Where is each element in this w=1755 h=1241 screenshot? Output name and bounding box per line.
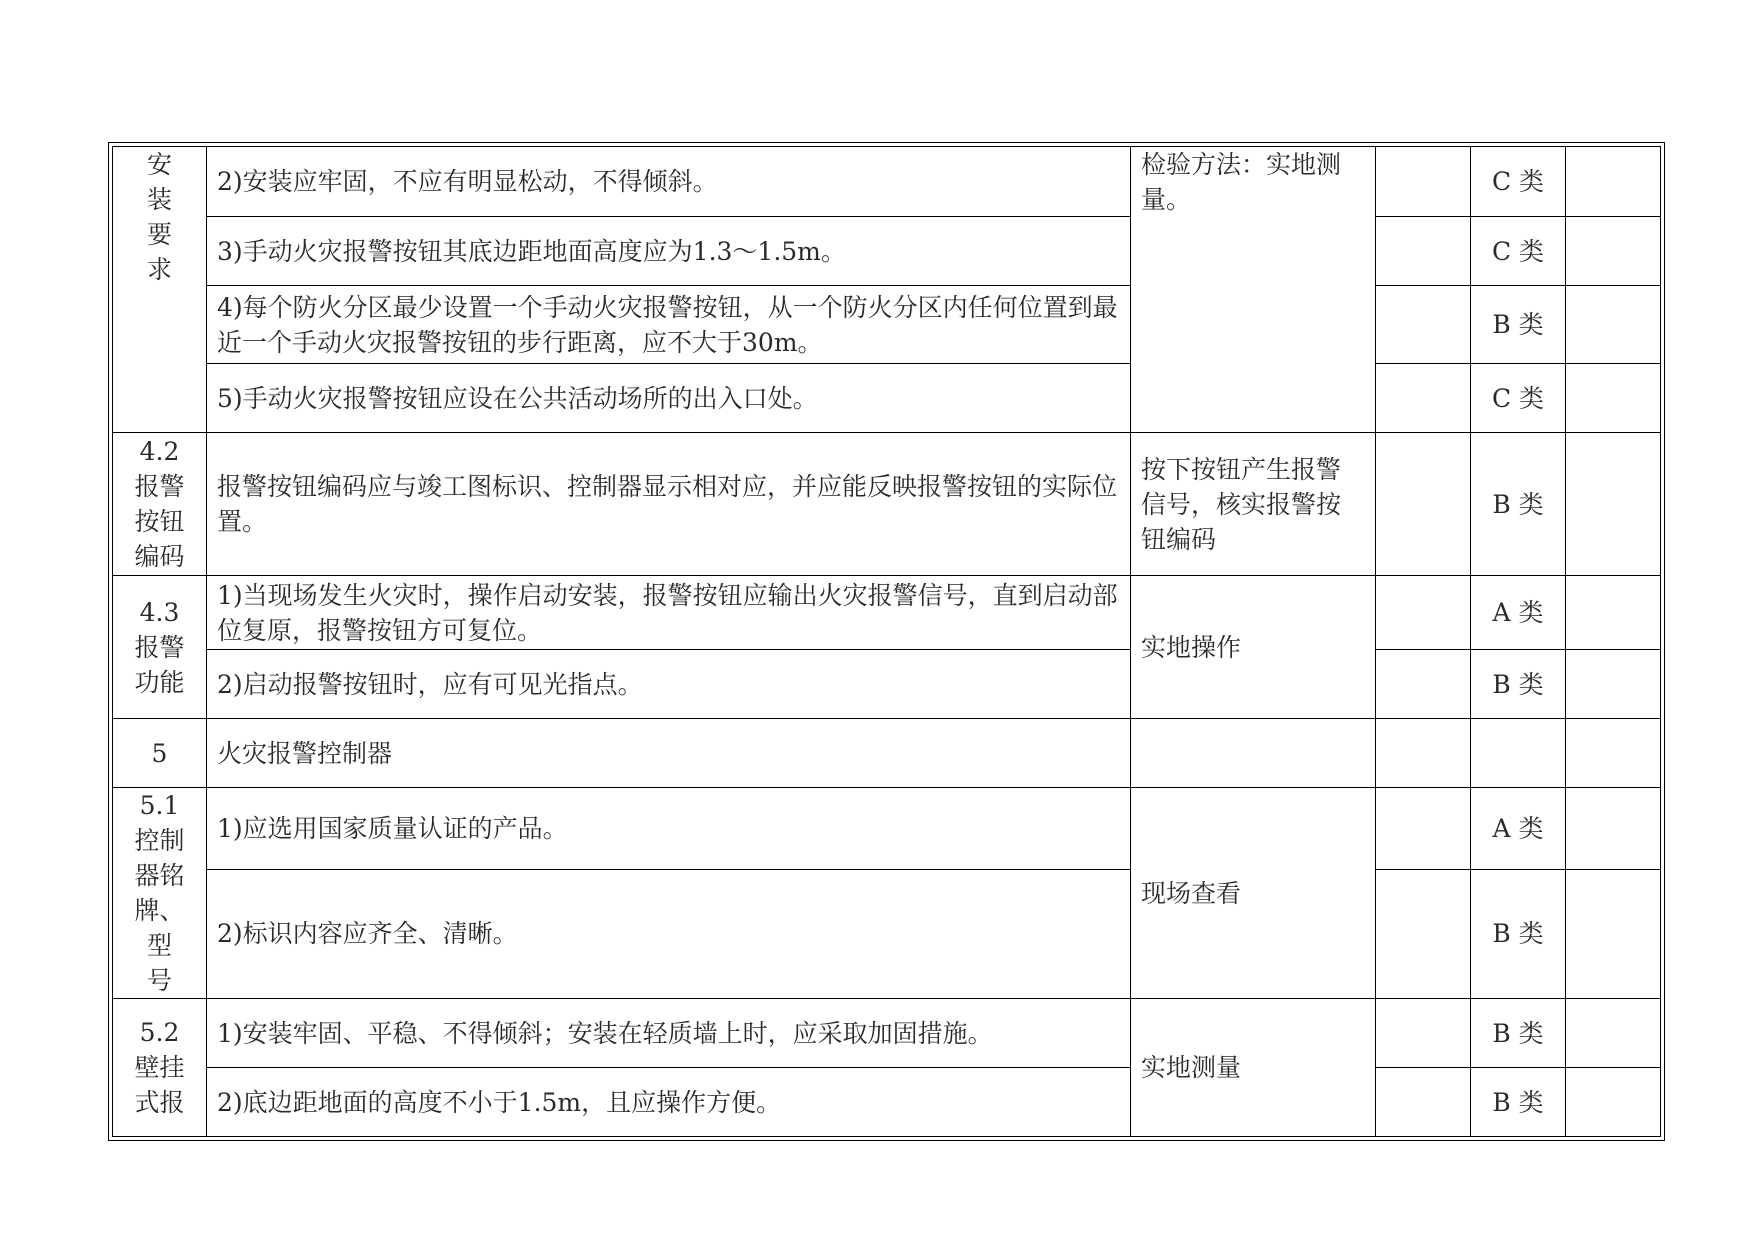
class-cell: B 类	[1471, 999, 1566, 1068]
blank-cell	[1376, 788, 1471, 870]
content-cell: 1)应选用国家质量认证的产品。	[207, 788, 1131, 870]
method-cell: 实地操作	[1131, 576, 1376, 719]
item-cell: 5.1 控制 器铭 牌、型 号	[113, 788, 207, 999]
content-cell: 4)每个防火分区最少设置一个手动火灾报警按钮，从一个防火分区内任何位置到最近一个手动火灾报警按钮的步行距离，应不大于30m。	[207, 286, 1131, 364]
class-cell: B 类	[1471, 1068, 1566, 1137]
method-cell: 实地测量	[1131, 999, 1376, 1137]
table-row	[113, 364, 1661, 433]
content-cell: 2)底边距地面的高度不小于1.5m，且应操作方便。	[207, 1068, 1131, 1137]
content-cell: 1)当现场发生火灾时，操作启动安装，报警按钮应输出火灾报警信号，直到启动部位复原，报警按钮方可复位。	[207, 576, 1131, 650]
blank-cell	[1566, 1068, 1661, 1137]
content-cell: 报警按钮编码应与竣工图标识、控制器显示相对应，并应能反映报警按钮的实际位置。	[207, 433, 1131, 576]
class-cell: A 类	[1471, 576, 1566, 650]
item-cell: 4.2 报警 按钮 编码	[113, 433, 207, 576]
content-cell: 5)手动火灾报警按钮应设在公共活动场所的出入口处。	[207, 364, 1131, 433]
class-cell: B 类	[1471, 650, 1566, 719]
content-cell: 2)安装应牢固，不应有明显松动，不得倾斜。	[207, 147, 1131, 217]
class-cell: B 类	[1471, 286, 1566, 364]
class-cell: B 类	[1471, 869, 1566, 998]
table-row	[113, 286, 1661, 364]
table-row	[113, 1068, 1661, 1137]
class-cell: C 类	[1471, 364, 1566, 433]
item-cell: 4.3 报警 功能	[113, 576, 207, 719]
table-row	[113, 433, 1661, 576]
class-cell: B 类	[1471, 433, 1566, 576]
blank-cell	[1376, 650, 1471, 719]
blank-cell	[1566, 433, 1661, 576]
blank-cell	[1376, 286, 1471, 364]
table-row	[113, 999, 1661, 1068]
blank-cell	[1566, 650, 1661, 719]
blank-cell	[1376, 1068, 1471, 1137]
table-row	[113, 869, 1661, 998]
blank-cell	[1376, 719, 1471, 788]
blank-cell	[1566, 147, 1661, 217]
table-row	[113, 788, 1661, 870]
method-cell: 检验方法：实地测量。	[1131, 147, 1376, 433]
blank-cell	[1566, 286, 1661, 364]
blank-cell	[1376, 217, 1471, 286]
blank-cell	[1566, 788, 1661, 870]
blank-cell	[1566, 869, 1661, 998]
content-cell: 3)手动火灾报警按钮其底边距地面高度应为1.3～1.5m。	[207, 217, 1131, 286]
table-row	[113, 147, 1661, 217]
blank-cell	[1376, 147, 1471, 217]
item-cell: 安 装 要 求	[113, 147, 207, 433]
method-cell: 按下按钮产生报警信号，核实报警按钮编码	[1131, 433, 1376, 576]
item-cell: 5.2 壁挂 式报	[113, 999, 207, 1137]
class-cell: C 类	[1471, 217, 1566, 286]
blank-cell	[1376, 364, 1471, 433]
blank-cell	[1376, 869, 1471, 998]
table-row	[113, 576, 1661, 650]
blank-cell	[1566, 364, 1661, 433]
method-cell: 现场查看	[1131, 788, 1376, 999]
blank-cell	[1566, 576, 1661, 650]
class-cell: C 类	[1471, 147, 1566, 217]
class-cell: A 类	[1471, 788, 1566, 870]
blank-cell	[1376, 433, 1471, 576]
table-row	[113, 719, 1661, 788]
blank-cell	[1566, 719, 1661, 788]
class-cell	[1471, 719, 1566, 788]
item-cell: 5	[113, 719, 207, 788]
content-cell: 火灾报警控制器	[207, 719, 1131, 788]
blank-cell	[1376, 576, 1471, 650]
table-row	[113, 650, 1661, 719]
inspection-table	[112, 146, 1661, 1137]
method-cell	[1131, 719, 1376, 788]
table-row	[113, 217, 1661, 286]
content-cell: 1)安装牢固、平稳、不得倾斜；安装在轻质墙上时，应采取加固措施。	[207, 999, 1131, 1068]
content-cell: 2)启动报警按钮时，应有可见光指点。	[207, 650, 1131, 719]
blank-cell	[1566, 217, 1661, 286]
content-cell: 2)标识内容应齐全、清晰。	[207, 869, 1131, 998]
blank-cell	[1376, 999, 1471, 1068]
blank-cell	[1566, 999, 1661, 1068]
